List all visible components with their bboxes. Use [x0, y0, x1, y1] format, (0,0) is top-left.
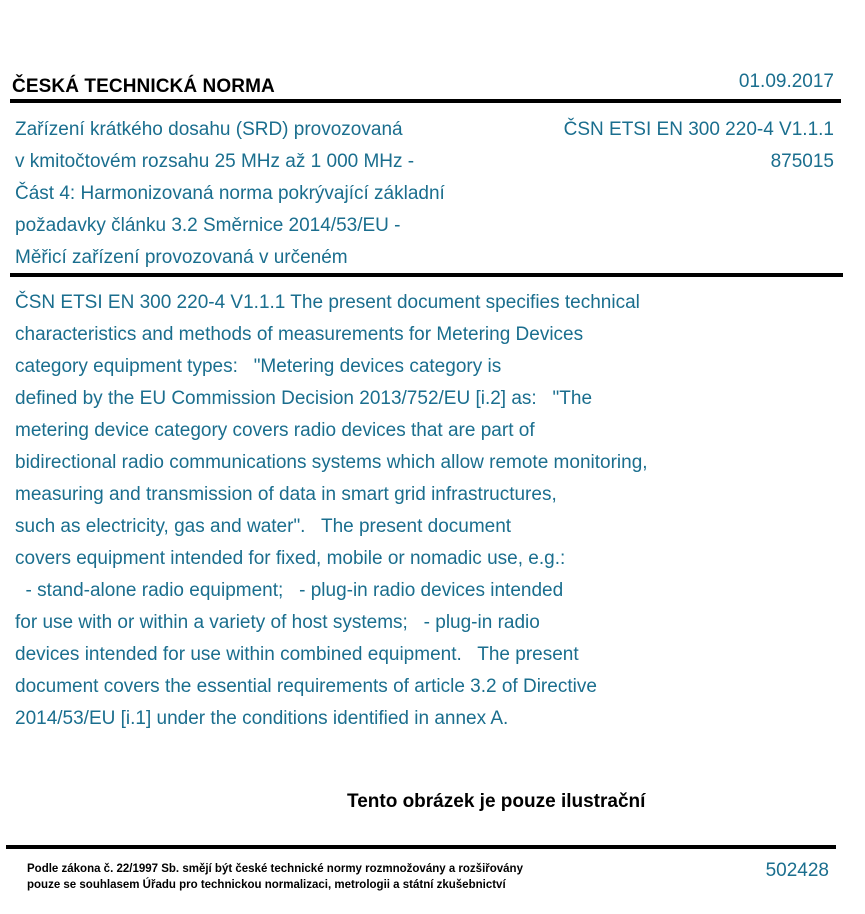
footer-rule	[6, 845, 836, 849]
standard-designation: ČSN ETSI EN 300 220-4 V1.1.1	[563, 119, 834, 140]
title-line: Měřicí zařízení provozovaná v určeném	[15, 247, 348, 268]
abstract-line: defined by the EU Commission Decision 2013/752/EU [i.2] as: "The	[15, 388, 593, 409]
abstract	[15, 287, 845, 735]
legal-notice-line: pouze se souhlasem Úřadu pro technickou normalizaci, metrologii a státní zkušebnictví	[27, 879, 506, 891]
title-line: v kmitočtovém rozsahu 25 MHz až 1 000 MHz -	[15, 151, 415, 172]
abstract-line: - stand-alone radio equipment; - plug-in radio devices intended	[15, 580, 564, 601]
document-number: 502428	[765, 860, 829, 881]
abstract-line: such as electricity, gas and water". The present document	[15, 516, 512, 537]
abstract-line: devices intended for use within combined equipment. The present	[15, 644, 579, 665]
abstract-line: for use with or within a variety of host systems; - plug-in radio	[15, 612, 540, 633]
header-rule	[10, 99, 841, 103]
title-rule	[10, 273, 843, 277]
abstract-line: category equipment types: "Metering devices category is	[15, 356, 502, 377]
abstract-line: ČSN ETSI EN 300 220-4 V1.1.1 The present document specifies technical	[15, 292, 640, 313]
abstract-line: 2014/53/EU [i.1] under the conditions identified in annex A.	[15, 708, 509, 729]
legal-notice	[27, 861, 523, 893]
abstract-line: measuring and transmission of data in smart grid infrastructures,	[15, 484, 557, 505]
abstract-line: characteristics and methods of measurements for Metering Devices	[15, 324, 584, 345]
abstract-line: covers equipment intended for fixed, mobile or nomadic use, e.g.:	[15, 548, 566, 569]
publication-date: 01.09.2017	[738, 71, 834, 92]
title-line: Část 4: Harmonizovaná norma pokrývající základní	[15, 183, 445, 204]
abstract-line: document covers the essential requirements of article 3.2 of Directive	[15, 676, 597, 697]
page-header-title: ČESKÁ TECHNICKÁ NORMA	[12, 76, 275, 97]
legal-notice-line: Podle zákona č. 22/1997 Sb. smějí být české technické normy rozmnožovány a rozšiřovány	[27, 863, 523, 875]
abstract-line: metering device category covers radio devices that are part of	[15, 420, 535, 441]
classification-number: 875015	[770, 151, 834, 172]
illustration-note: Tento obrázek je pouze ilustrační	[347, 791, 646, 812]
title-line: požadavky článku 3.2 Směrnice 2014/53/EU -	[15, 215, 401, 236]
title-line: Zařízení krátkého dosahu (SRD) provozovaná	[15, 119, 403, 140]
abstract-line: bidirectional radio communications systems which allow remote monitoring,	[15, 452, 648, 473]
standard-identification	[564, 114, 834, 178]
standard-title	[15, 114, 515, 274]
